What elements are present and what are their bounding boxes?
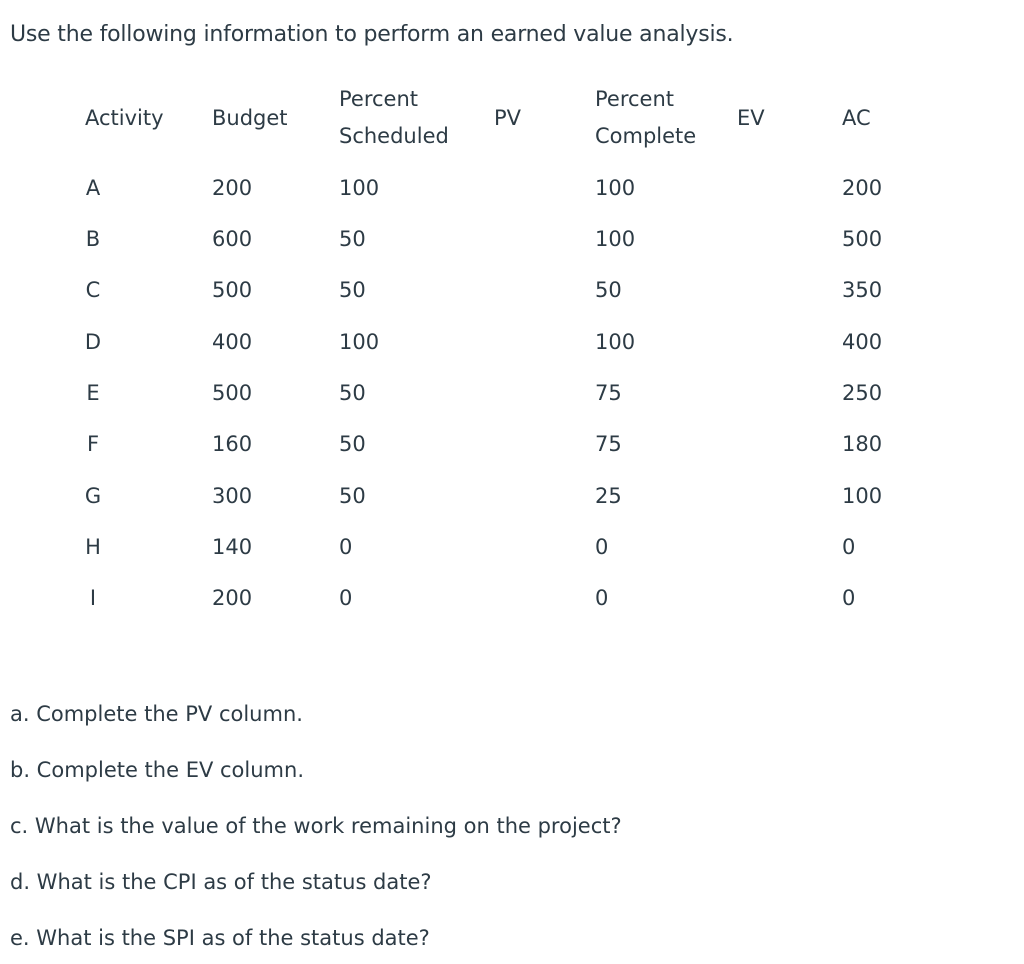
header-ac: AC	[842, 106, 871, 130]
question-a: a. Complete the PV column.	[10, 702, 303, 726]
cell-percent-scheduled: 0	[339, 586, 353, 610]
cell-activity: H	[85, 535, 101, 559]
header-percent-scheduled-line2: Scheduled	[339, 124, 449, 148]
cell-percent-complete: 50	[595, 278, 622, 302]
cell-ac: 180	[842, 432, 883, 456]
cell-budget: 160	[212, 432, 253, 456]
cell-activity: F	[86, 432, 100, 456]
cell-percent-scheduled: 50	[339, 484, 366, 508]
cell-activity: E	[86, 381, 100, 405]
cell-activity: B	[85, 227, 101, 251]
header-ev: EV	[737, 106, 765, 130]
cell-percent-scheduled: 50	[339, 278, 366, 302]
cell-activity: I	[89, 586, 97, 610]
cell-budget: 500	[212, 381, 253, 405]
cell-ac: 0	[842, 535, 856, 559]
cell-percent-complete: 25	[595, 484, 622, 508]
cell-ac: 200	[842, 176, 883, 200]
cell-ac: 100	[842, 484, 883, 508]
cell-percent-complete: 0	[595, 586, 609, 610]
question-b: b. Complete the EV column.	[10, 758, 304, 782]
cell-activity: A	[85, 176, 101, 200]
question-d: d. What is the CPI as of the status date?	[10, 870, 432, 894]
cell-ac: 350	[842, 278, 883, 302]
cell-ac: 400	[842, 330, 883, 354]
cell-percent-scheduled: 50	[339, 381, 366, 405]
question-c: c. What is the value of the work remaining on the project?	[10, 814, 622, 838]
cell-budget: 300	[212, 484, 253, 508]
question-e: e. What is the SPI as of the status date?	[10, 926, 430, 950]
cell-percent-complete: 100	[595, 227, 636, 251]
header-percent-complete-line2: Complete	[595, 124, 697, 148]
cell-budget: 500	[212, 278, 253, 302]
intro-text: Use the following information to perform an earned value analysis.	[10, 22, 734, 47]
cell-activity: D	[84, 330, 102, 354]
cell-budget: 200	[212, 586, 253, 610]
cell-activity: G	[84, 484, 102, 508]
header-percent-scheduled	[339, 81, 449, 155]
header-pv: PV	[494, 106, 522, 130]
cell-budget: 140	[212, 535, 253, 559]
cell-percent-scheduled: 50	[339, 432, 366, 456]
header-percent-scheduled-line1: Percent	[339, 87, 419, 111]
cell-percent-scheduled: 100	[339, 330, 380, 354]
cell-percent-complete: 100	[595, 330, 636, 354]
header-budget: Budget	[212, 106, 288, 130]
cell-activity: C	[85, 278, 101, 302]
cell-percent-complete: 0	[595, 535, 609, 559]
cell-budget: 200	[212, 176, 253, 200]
cell-percent-complete: 75	[595, 432, 622, 456]
header-activity: Activity	[85, 106, 164, 130]
cell-ac: 0	[842, 586, 856, 610]
cell-budget: 600	[212, 227, 253, 251]
cell-percent-complete: 75	[595, 381, 622, 405]
header-percent-complete-line1: Percent	[595, 87, 675, 111]
cell-percent-scheduled: 50	[339, 227, 366, 251]
cell-ac: 250	[842, 381, 883, 405]
cell-percent-complete: 100	[595, 176, 636, 200]
cell-percent-scheduled: 0	[339, 535, 353, 559]
cell-percent-scheduled: 100	[339, 176, 380, 200]
header-percent-complete	[595, 81, 696, 155]
cell-budget: 400	[212, 330, 253, 354]
cell-ac: 500	[842, 227, 883, 251]
